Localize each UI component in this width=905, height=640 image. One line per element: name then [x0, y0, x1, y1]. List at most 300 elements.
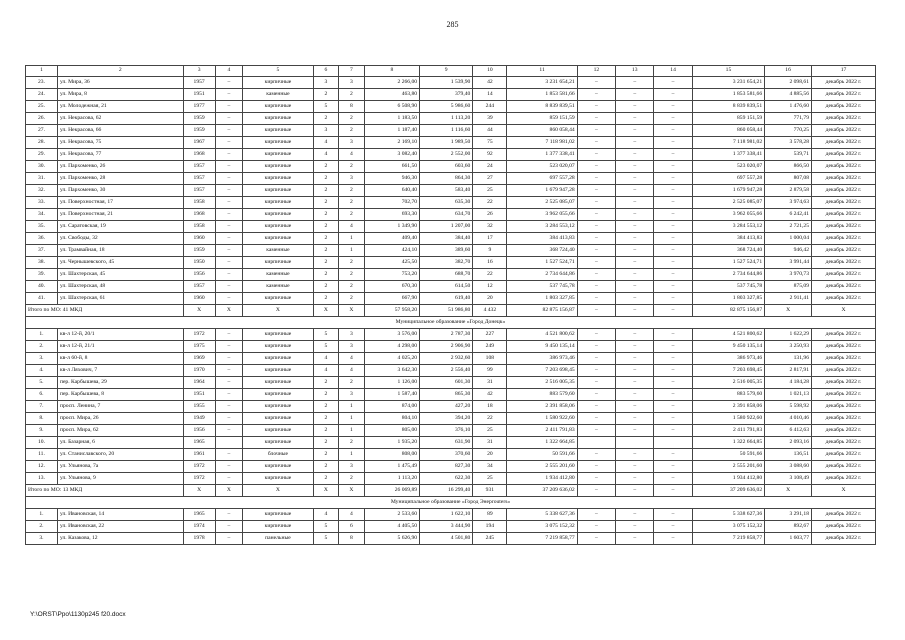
- table-cell: 1958: [183, 221, 215, 233]
- table-cell: 4: [313, 365, 339, 377]
- table-cell: –: [577, 425, 615, 437]
- table-cell: 2: [339, 209, 365, 221]
- table-cell: 1 679 947,28: [507, 185, 577, 197]
- table-cell: 9: [473, 245, 507, 257]
- table-cell: 3 284 553,12: [507, 221, 577, 233]
- table-cell: –: [654, 377, 692, 389]
- table-cell: декабрь 2022 г.: [812, 509, 876, 521]
- table-cell: –: [654, 521, 692, 533]
- table-row: [26, 281, 876, 293]
- table-cell: 2 817,91: [765, 365, 812, 377]
- table-cell: декабрь 2022 г.: [812, 281, 876, 293]
- table-cell: –: [577, 101, 615, 113]
- table-cell: 2: [339, 281, 365, 293]
- table-cell: –: [654, 461, 692, 473]
- table-cell: 2: [313, 293, 339, 305]
- table-cell: 2: [313, 401, 339, 413]
- table-cell: 4: [313, 137, 339, 149]
- table-cell: 1 622,10: [420, 509, 473, 521]
- table-row: [26, 437, 876, 449]
- table-cell: 1 580 922,60: [507, 413, 577, 425]
- table-cell: 1 853 581,66: [692, 89, 764, 101]
- table-cell: –: [654, 293, 692, 305]
- table-cell: ул. Поверхностная, 21: [57, 209, 183, 221]
- table-cell: 16: [473, 257, 507, 269]
- column-header: 6: [313, 66, 339, 77]
- table-cell: кирпичные: [243, 209, 313, 221]
- table-cell: –: [577, 461, 615, 473]
- table-cell: –: [215, 233, 243, 245]
- table-cell: 2: [339, 113, 365, 125]
- table-cell: кирпичные: [243, 77, 313, 89]
- table-cell: –: [577, 89, 615, 101]
- table-cell: 2: [313, 377, 339, 389]
- table-cell: –: [215, 149, 243, 161]
- table-cell: 3 970,73: [765, 269, 812, 281]
- table-cell: 3 444,90: [420, 521, 473, 533]
- table-cell: –: [577, 401, 615, 413]
- table-cell: –: [577, 269, 615, 281]
- table-cell: 2 525 085,07: [507, 197, 577, 209]
- table-cell: декабрь 2022 г.: [812, 113, 876, 125]
- table-cell: 38.: [26, 257, 58, 269]
- table-cell: 3 231 654,21: [507, 77, 577, 89]
- table-cell: 601,30: [420, 377, 473, 389]
- table-cell: 40.: [26, 281, 58, 293]
- table-cell: 136,51: [765, 449, 812, 461]
- column-header: 17: [812, 66, 876, 77]
- table-row: [26, 257, 876, 269]
- table-cell: 537 745,78: [692, 281, 764, 293]
- table-cell: –: [577, 353, 615, 365]
- total-row: [26, 305, 876, 317]
- table-cell: –: [616, 257, 654, 269]
- table-cell: 7 118 981,02: [692, 137, 764, 149]
- table-cell: 1 187,40: [364, 125, 419, 137]
- table-cell: –: [616, 353, 654, 365]
- table-cell: 3: [339, 461, 365, 473]
- table-cell: 1 322 664,85: [692, 437, 764, 449]
- table-cell: 4: [339, 149, 365, 161]
- column-header: 11: [507, 66, 577, 77]
- column-header: 9: [420, 66, 473, 77]
- table-cell: 3 642,30: [364, 365, 419, 377]
- table-cell: 194: [473, 521, 507, 533]
- table-row: [26, 533, 876, 545]
- table-cell: 31: [473, 437, 507, 449]
- table-cell: ул. Шахтерская, 45: [57, 269, 183, 281]
- table-cell: X: [215, 485, 243, 497]
- table-row: [26, 449, 876, 461]
- table-cell: –: [616, 221, 654, 233]
- table-cell: 634,70: [420, 209, 473, 221]
- table-cell: 631,90: [420, 437, 473, 449]
- table-cell: –: [654, 509, 692, 521]
- table-cell: 3 231 654,21: [692, 77, 764, 89]
- table-cell: –: [215, 113, 243, 125]
- table-cell: кирпичные: [243, 329, 313, 341]
- table-cell: –: [616, 485, 654, 497]
- table-cell: кирпичные: [243, 137, 313, 149]
- table-cell: 27: [473, 173, 507, 185]
- table-cell: 2: [313, 185, 339, 197]
- table-cell: 622,30: [420, 473, 473, 485]
- table-cell: 2.: [26, 341, 58, 353]
- table-cell: 42: [473, 77, 507, 89]
- table-cell: 1949: [183, 413, 215, 425]
- table-cell: ул. Свободы, 32: [57, 233, 183, 245]
- table-cell: 2: [313, 389, 339, 401]
- table-cell: 4: [313, 353, 339, 365]
- table-cell: –: [616, 137, 654, 149]
- table-cell: кирпичные: [243, 401, 313, 413]
- table-cell: –: [616, 521, 654, 533]
- table-cell: –: [654, 173, 692, 185]
- table-cell: –: [654, 305, 692, 317]
- table-cell: декабрь 2022 г.: [812, 413, 876, 425]
- table-cell: 425,50: [364, 257, 419, 269]
- table-cell: 1978: [183, 533, 215, 545]
- table-cell: 41.: [26, 293, 58, 305]
- table-cell: 6 242,41: [765, 209, 812, 221]
- table-cell: кирпичные: [243, 197, 313, 209]
- table-cell: декабрь 2022 г.: [812, 89, 876, 101]
- table-cell: 1950: [183, 257, 215, 269]
- table-cell: 57 958,20: [364, 305, 419, 317]
- table-cell: –: [616, 161, 654, 173]
- table-cell: 3: [339, 329, 365, 341]
- table-cell: 1 539,90: [420, 77, 473, 89]
- table-cell: 25.: [26, 101, 58, 113]
- table-cell: 5.: [26, 377, 58, 389]
- table-cell: 37 209 636,02: [692, 485, 764, 497]
- table-cell: 3 974,63: [765, 197, 812, 209]
- table-cell: –: [577, 257, 615, 269]
- table-cell: 37 209 636,02: [507, 485, 577, 497]
- table-cell: ул. Саратовская, 19: [57, 221, 183, 233]
- table-cell: 2: [313, 233, 339, 245]
- table-row: [26, 137, 876, 149]
- table-cell: 32: [473, 221, 507, 233]
- table-cell: кв-л 60-й, 8: [57, 353, 183, 365]
- table-cell: 2: [313, 257, 339, 269]
- table-cell: 2 516 005,35: [692, 377, 764, 389]
- table-cell: –: [215, 413, 243, 425]
- table-cell: 2 169,10: [364, 137, 419, 149]
- table-row: [26, 377, 876, 389]
- table-cell: декабрь 2022 г.: [812, 161, 876, 173]
- table-cell: пер. Карбышева, 29: [57, 377, 183, 389]
- table-cell: 1 000,04: [765, 233, 812, 245]
- table-cell: 1957: [183, 77, 215, 89]
- table-cell: –: [654, 209, 692, 221]
- table-cell: 108: [473, 353, 507, 365]
- table-cell: кирпичные: [243, 413, 313, 425]
- column-header: 14: [654, 66, 692, 77]
- table-cell: –: [577, 485, 615, 497]
- table-cell: 30.: [26, 161, 58, 173]
- table-cell: –: [616, 329, 654, 341]
- table-cell: 6 412,63: [765, 425, 812, 437]
- table-cell: –: [616, 185, 654, 197]
- table-cell: –: [616, 281, 654, 293]
- table-cell: –: [654, 185, 692, 197]
- table-cell: 874,00: [364, 401, 419, 413]
- table-cell: 770,25: [765, 125, 812, 137]
- table-cell: декабрь 2022 г.: [812, 185, 876, 197]
- table-cell: 368 724,40: [692, 245, 764, 257]
- table-cell: 2: [313, 473, 339, 485]
- table-cell: –: [654, 413, 692, 425]
- table-cell: кирпичные: [243, 437, 313, 449]
- table-cell: 5: [313, 533, 339, 545]
- table-cell: –: [577, 125, 615, 137]
- table-cell: 2 879,58: [765, 185, 812, 197]
- table-cell: 4: [313, 509, 339, 521]
- table-cell: 382,70: [420, 257, 473, 269]
- table-cell: 1 021,13: [765, 389, 812, 401]
- table-cell: –: [654, 257, 692, 269]
- table-cell: ул. Ульянова, 7а: [57, 461, 183, 473]
- table-cell: 2: [313, 113, 339, 125]
- table-cell: 370,60: [420, 449, 473, 461]
- table-cell: 1977: [183, 101, 215, 113]
- table-cell: 20: [473, 293, 507, 305]
- table-cell: –: [654, 473, 692, 485]
- table-cell: 2 533,60: [364, 509, 419, 521]
- table-cell: 1 377 338,41: [507, 149, 577, 161]
- table-cell: 1970: [183, 365, 215, 377]
- table-cell: –: [654, 485, 692, 497]
- table-cell: 7 219 858,77: [507, 533, 577, 545]
- table-cell: 379,40: [420, 89, 473, 101]
- table-cell: 1959: [183, 113, 215, 125]
- table-cell: 5 338 627,36: [507, 509, 577, 521]
- table-row: [26, 185, 876, 197]
- table-cell: декабрь 2022 г.: [812, 401, 876, 413]
- table-cell: 33.: [26, 197, 58, 209]
- table-cell: 2 734 644,86: [507, 269, 577, 281]
- table-cell: –: [577, 209, 615, 221]
- table-cell: кирпичные: [243, 101, 313, 113]
- table-cell: –: [215, 353, 243, 365]
- table-cell: 1 679 947,28: [692, 185, 764, 197]
- table-cell: –: [654, 233, 692, 245]
- table-cell: –: [215, 197, 243, 209]
- table-cell: ул. Ульянова, 9: [57, 473, 183, 485]
- table-cell: –: [654, 269, 692, 281]
- table-cell: 386 973,46: [692, 353, 764, 365]
- table-cell: 376,10: [420, 425, 473, 437]
- table-cell: 1 322 664,85: [507, 437, 577, 449]
- table-cell: 1957: [183, 161, 215, 173]
- table-cell: декабрь 2022 г.: [812, 533, 876, 545]
- table-cell: 614,50: [420, 281, 473, 293]
- table-cell: декабрь 2022 г.: [812, 389, 876, 401]
- table-cell: 25: [473, 185, 507, 197]
- table-cell: –: [616, 101, 654, 113]
- table-cell: –: [215, 125, 243, 137]
- table-cell: декабрь 2022 г.: [812, 125, 876, 137]
- table-cell: –: [577, 161, 615, 173]
- table-cell: 804,10: [364, 413, 419, 425]
- table-cell: 2: [339, 161, 365, 173]
- table-cell: 37.: [26, 245, 58, 257]
- table-cell: 1 934 412,80: [692, 473, 764, 485]
- table-cell: просп. Ленина, 7: [57, 401, 183, 413]
- table-cell: 1965: [183, 437, 215, 449]
- table-cell: –: [215, 365, 243, 377]
- table-cell: –: [616, 449, 654, 461]
- table-cell: 92: [473, 149, 507, 161]
- table-cell: –: [616, 197, 654, 209]
- table-cell: –: [577, 449, 615, 461]
- table-cell: 1: [339, 425, 365, 437]
- table-cell: 6.: [26, 389, 58, 401]
- table-cell: 1960: [183, 293, 215, 305]
- table-cell: 688,70: [420, 269, 473, 281]
- table-cell: 640,40: [364, 185, 419, 197]
- table-cell: 2 093,16: [765, 437, 812, 449]
- table-cell: 866,50: [765, 161, 812, 173]
- table-cell: 17: [473, 233, 507, 245]
- table-cell: 2: [339, 437, 365, 449]
- table-cell: ул. Пархоменко, 26: [57, 161, 183, 173]
- table-cell: –: [577, 77, 615, 89]
- table-cell: декабрь 2022 г.: [812, 233, 876, 245]
- table-cell: –: [654, 221, 692, 233]
- table-cell: 1974: [183, 521, 215, 533]
- document-file-path: Y:\ORST\Ppo\1130p245 f20.docx: [30, 611, 126, 618]
- table-cell: 11.: [26, 449, 58, 461]
- table-cell: –: [654, 449, 692, 461]
- table-cell: –: [616, 125, 654, 137]
- table-cell: –: [577, 365, 615, 377]
- table-cell: 1957: [183, 185, 215, 197]
- table-cell: –: [616, 533, 654, 545]
- table-cell: 2: [313, 197, 339, 209]
- table-cell: 2: [339, 197, 365, 209]
- table-cell: просп. Мира, 26: [57, 413, 183, 425]
- table-cell: ул. Шахтерская, 61: [57, 293, 183, 305]
- table-cell: 2: [313, 281, 339, 293]
- table-cell: ул. Некрасова, 62: [57, 113, 183, 125]
- table-cell: 2: [339, 185, 365, 197]
- table-cell: 5 626,90: [364, 533, 419, 545]
- table-cell: 7.: [26, 401, 58, 413]
- table-cell: 1957: [183, 281, 215, 293]
- table-cell: 1 527 524,71: [692, 257, 764, 269]
- table-cell: –: [616, 509, 654, 521]
- table-cell: –: [215, 101, 243, 113]
- total-label: Итого по МО: 41 МКД: [26, 305, 184, 317]
- table-cell: 1 803 327,85: [507, 293, 577, 305]
- table-cell: кирпичные: [243, 125, 313, 137]
- table-cell: 1958: [183, 197, 215, 209]
- table-cell: 4.: [26, 365, 58, 377]
- table-cell: –: [215, 401, 243, 413]
- table-cell: –: [616, 413, 654, 425]
- table-cell: 7 203 698,45: [692, 365, 764, 377]
- table-cell: ул. Пархоменко, 30: [57, 185, 183, 197]
- table-cell: 1 527 524,71: [507, 257, 577, 269]
- table-cell: 8 839 839,51: [692, 101, 764, 113]
- table-cell: X: [339, 485, 365, 497]
- table-cell: X: [812, 485, 876, 497]
- table-cell: 1 935,20: [364, 437, 419, 449]
- table-cell: 1 116,60: [420, 125, 473, 137]
- table-cell: ул. Ивановская, 14: [57, 509, 183, 521]
- table-cell: –: [577, 137, 615, 149]
- column-header: 5: [243, 66, 313, 77]
- table-cell: –: [616, 377, 654, 389]
- table-cell: X: [183, 305, 215, 317]
- table-cell: 875,09: [765, 281, 812, 293]
- table-cell: –: [616, 269, 654, 281]
- table-row: [26, 461, 876, 473]
- table-cell: 1968: [183, 149, 215, 161]
- table-cell: 753,20: [364, 269, 419, 281]
- table-cell: –: [215, 521, 243, 533]
- table-cell: 603,60: [420, 161, 473, 173]
- table-cell: 5: [313, 101, 339, 113]
- table-cell: 859 151,59: [692, 113, 764, 125]
- table-cell: каменные: [243, 269, 313, 281]
- table-cell: –: [215, 533, 243, 545]
- table-cell: 2: [339, 293, 365, 305]
- table-cell: 2: [313, 221, 339, 233]
- table-cell: 227: [473, 329, 507, 341]
- table-cell: 39: [473, 113, 507, 125]
- table-row: [26, 521, 876, 533]
- table-cell: –: [577, 281, 615, 293]
- table-cell: 6 508,90: [364, 101, 419, 113]
- table-cell: 702,70: [364, 197, 419, 209]
- table-cell: –: [215, 377, 243, 389]
- table-cell: 1 183,50: [364, 113, 419, 125]
- table-cell: 25: [473, 473, 507, 485]
- table-cell: 859 151,59: [507, 113, 577, 125]
- table-cell: 25: [473, 425, 507, 437]
- table-cell: 3 576,00: [364, 329, 419, 341]
- table-cell: ул. Пархоменко, 28: [57, 173, 183, 185]
- table-cell: 670,30: [364, 281, 419, 293]
- table-cell: 3: [339, 341, 365, 353]
- table-cell: 1956: [183, 425, 215, 437]
- table-cell: 635,30: [420, 197, 473, 209]
- table-cell: 1957: [183, 173, 215, 185]
- table-cell: 2: [313, 269, 339, 281]
- table-cell: 1 934 412,80: [507, 473, 577, 485]
- table-cell: 1 113,20: [364, 473, 419, 485]
- table-cell: 4 405,50: [364, 521, 419, 533]
- table-cell: 5 598,92: [765, 401, 812, 413]
- table-cell: декабрь 2022 г.: [812, 101, 876, 113]
- table-cell: 4: [339, 221, 365, 233]
- table-cell: декабрь 2022 г.: [812, 377, 876, 389]
- table-cell: 24.: [26, 89, 58, 101]
- table-cell: 4 025,20: [364, 353, 419, 365]
- table-cell: 18: [473, 401, 507, 413]
- housing-register-table: [25, 65, 876, 545]
- table-cell: 1 587,40: [364, 389, 419, 401]
- table-cell: 427,20: [420, 401, 473, 413]
- table-cell: –: [654, 161, 692, 173]
- table-cell: –: [215, 209, 243, 221]
- table-cell: 44: [473, 125, 507, 137]
- column-header: 3: [183, 66, 215, 77]
- table-cell: 75: [473, 137, 507, 149]
